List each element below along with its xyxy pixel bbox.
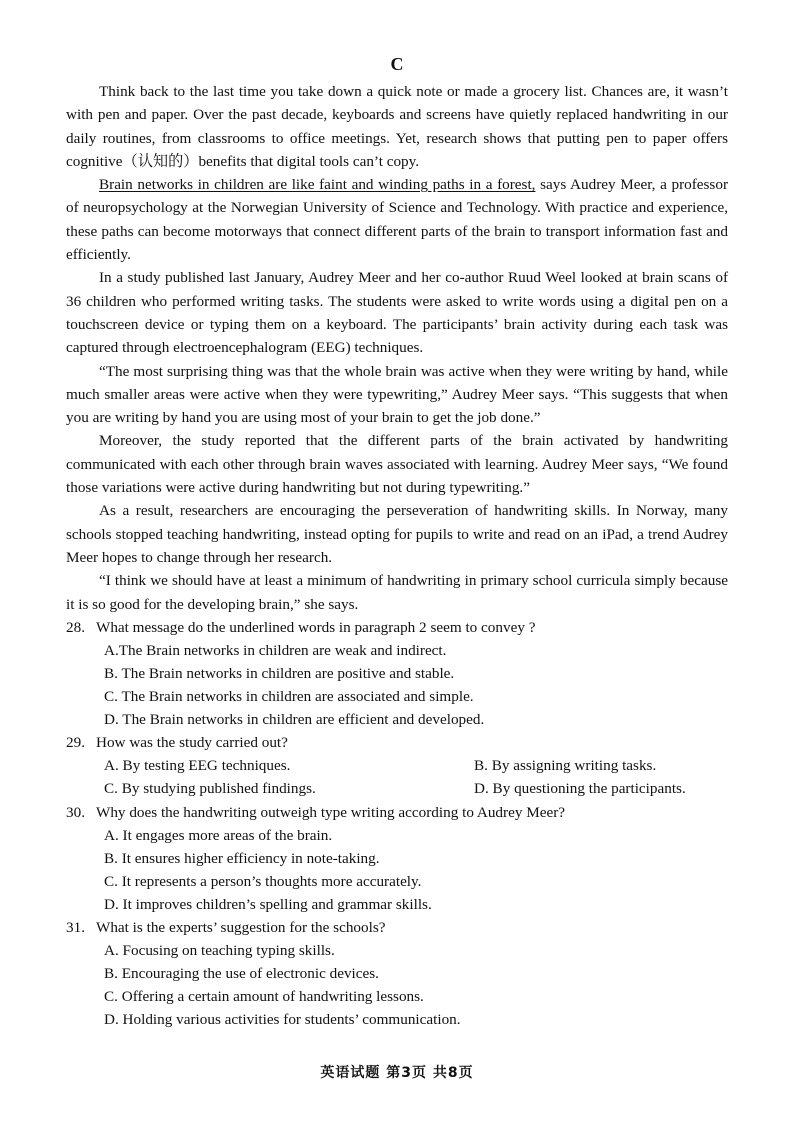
option-d: D. It improves children’s spelling and grammar skills. (104, 895, 432, 913)
option-b: B. Encouraging the use of electronic devices. (104, 965, 379, 983)
question-number: 29. (66, 734, 85, 752)
option-c: C. It represents a person’s thoughts more accurately. (104, 872, 422, 890)
question-28 (66, 616, 728, 731)
question-number: 30. (66, 803, 85, 821)
question-stem (66, 616, 728, 639)
reading-passage (66, 80, 728, 616)
question-list (66, 616, 728, 1032)
question-stem (66, 801, 728, 824)
question-stem (66, 916, 728, 939)
exam-page (66, 52, 728, 1032)
option-c: C. Offering a certain amount of handwriting lessons. (104, 988, 424, 1006)
question-30 (66, 801, 728, 916)
question-29 (66, 731, 728, 800)
question-text: What is the experts’ suggestion for the schools? (96, 919, 386, 937)
passage-paragraph-6: As a result, researchers are encouraging the perseveration of handwriting skills. In Norway, many schools stopped teaching handwriting, instead opting for pupils to write and read on an iPad, a trend Audrey Meer hopes to change through her research. (66, 502, 728, 566)
passage-paragraph-4: “The most surprising thing was that the whole brain was active when they were writing by hand, while much smaller areas were active when they were typewriting,” Audrey Meer says. “This suggests that when you are writing by hand you are using most of your brain to get the job done.” (66, 362, 728, 427)
option-c: C. By studying published findings. (104, 780, 316, 798)
question-number: 28. (66, 618, 85, 636)
passage-paragraph-5: Moreover, the study reported that the different parts of the brain activated by handwriting communicated with each other through brain waves associated with learning. Audrey Meer says, “We found those variations were active during handwriting but not during typewriting.” (66, 432, 728, 497)
underlined-sentence: Brain networks in children are like faint and winding paths in a forest, (99, 176, 536, 194)
option-b: B. The Brain networks in children are positive and stable. (104, 665, 455, 683)
option-c: C. The Brain networks in children are associated and simple. (104, 688, 474, 706)
option-b: B. It ensures higher efficiency in note-taking. (104, 849, 380, 867)
passage-paragraph-7: “I think we should have at least a minimum of handwriting in primary school curricula simply because it is so good for the developing brain,” she says. (66, 572, 728, 613)
option-d: D. By questioning the participants. (474, 780, 686, 798)
option-a: A.The Brain networks in children are weak and indirect. (104, 641, 447, 659)
page-footer: 英语试题 第3页 共8页 (320, 1065, 474, 1081)
option-b: B. By assigning writing tasks. (474, 757, 657, 775)
question-text: What message do the underlined words in paragraph 2 seem to convey ? (96, 618, 536, 636)
passage-paragraph-1: Think back to the last time you take down a quick note or made a grocery list. Chances are, it wasn’t with pen and paper. Over the past decade, keyboards and screens have quietly replaced handwriting in our daily routines, from classrooms to office meetings. Yet, research shows that putting pen to paper offers cognitive（认知的）benefits that digital tools can’t copy. (66, 83, 728, 170)
section-heading: C (390, 54, 404, 74)
option-grid (104, 754, 728, 800)
option-d: D. Holding various activities for students’ communication. (104, 1011, 461, 1029)
question-31 (66, 916, 728, 1031)
question-text: How was the study carried out? (96, 734, 288, 752)
question-stem (66, 731, 728, 754)
question-number: 31. (66, 919, 85, 937)
option-a: A. By testing EEG techniques. (104, 757, 291, 775)
passage-paragraph-2 (66, 173, 728, 266)
passage-paragraph-3: In a study published last January, Audrey Meer and her co-author Ruud Weel looked at brain scans of 36 children who performed writing tasks. The students were asked to write words using a digital pen on a touchscreen device or typing them on a keyboard. The participants’ brain activity during each task was captured through electroencephalogram (EEG) techniques. (66, 269, 728, 357)
passage-paragraph-2-rest: says Audrey Meer, a professor of neuropsychology at the Norwegian University of Science and Technology. With practice and experience, these paths can become motorways that connect different parts of the brain to transport information fast and efficiently. (66, 176, 728, 264)
option-a: A. It engages more areas of the brain. (104, 826, 333, 844)
question-text: Why does the handwriting outweigh type writing according to Audrey Meer? (96, 803, 566, 821)
option-d: D. The Brain networks in children are efficient and developed. (104, 711, 485, 729)
option-a: A. Focusing on teaching typing skills. (104, 942, 335, 960)
